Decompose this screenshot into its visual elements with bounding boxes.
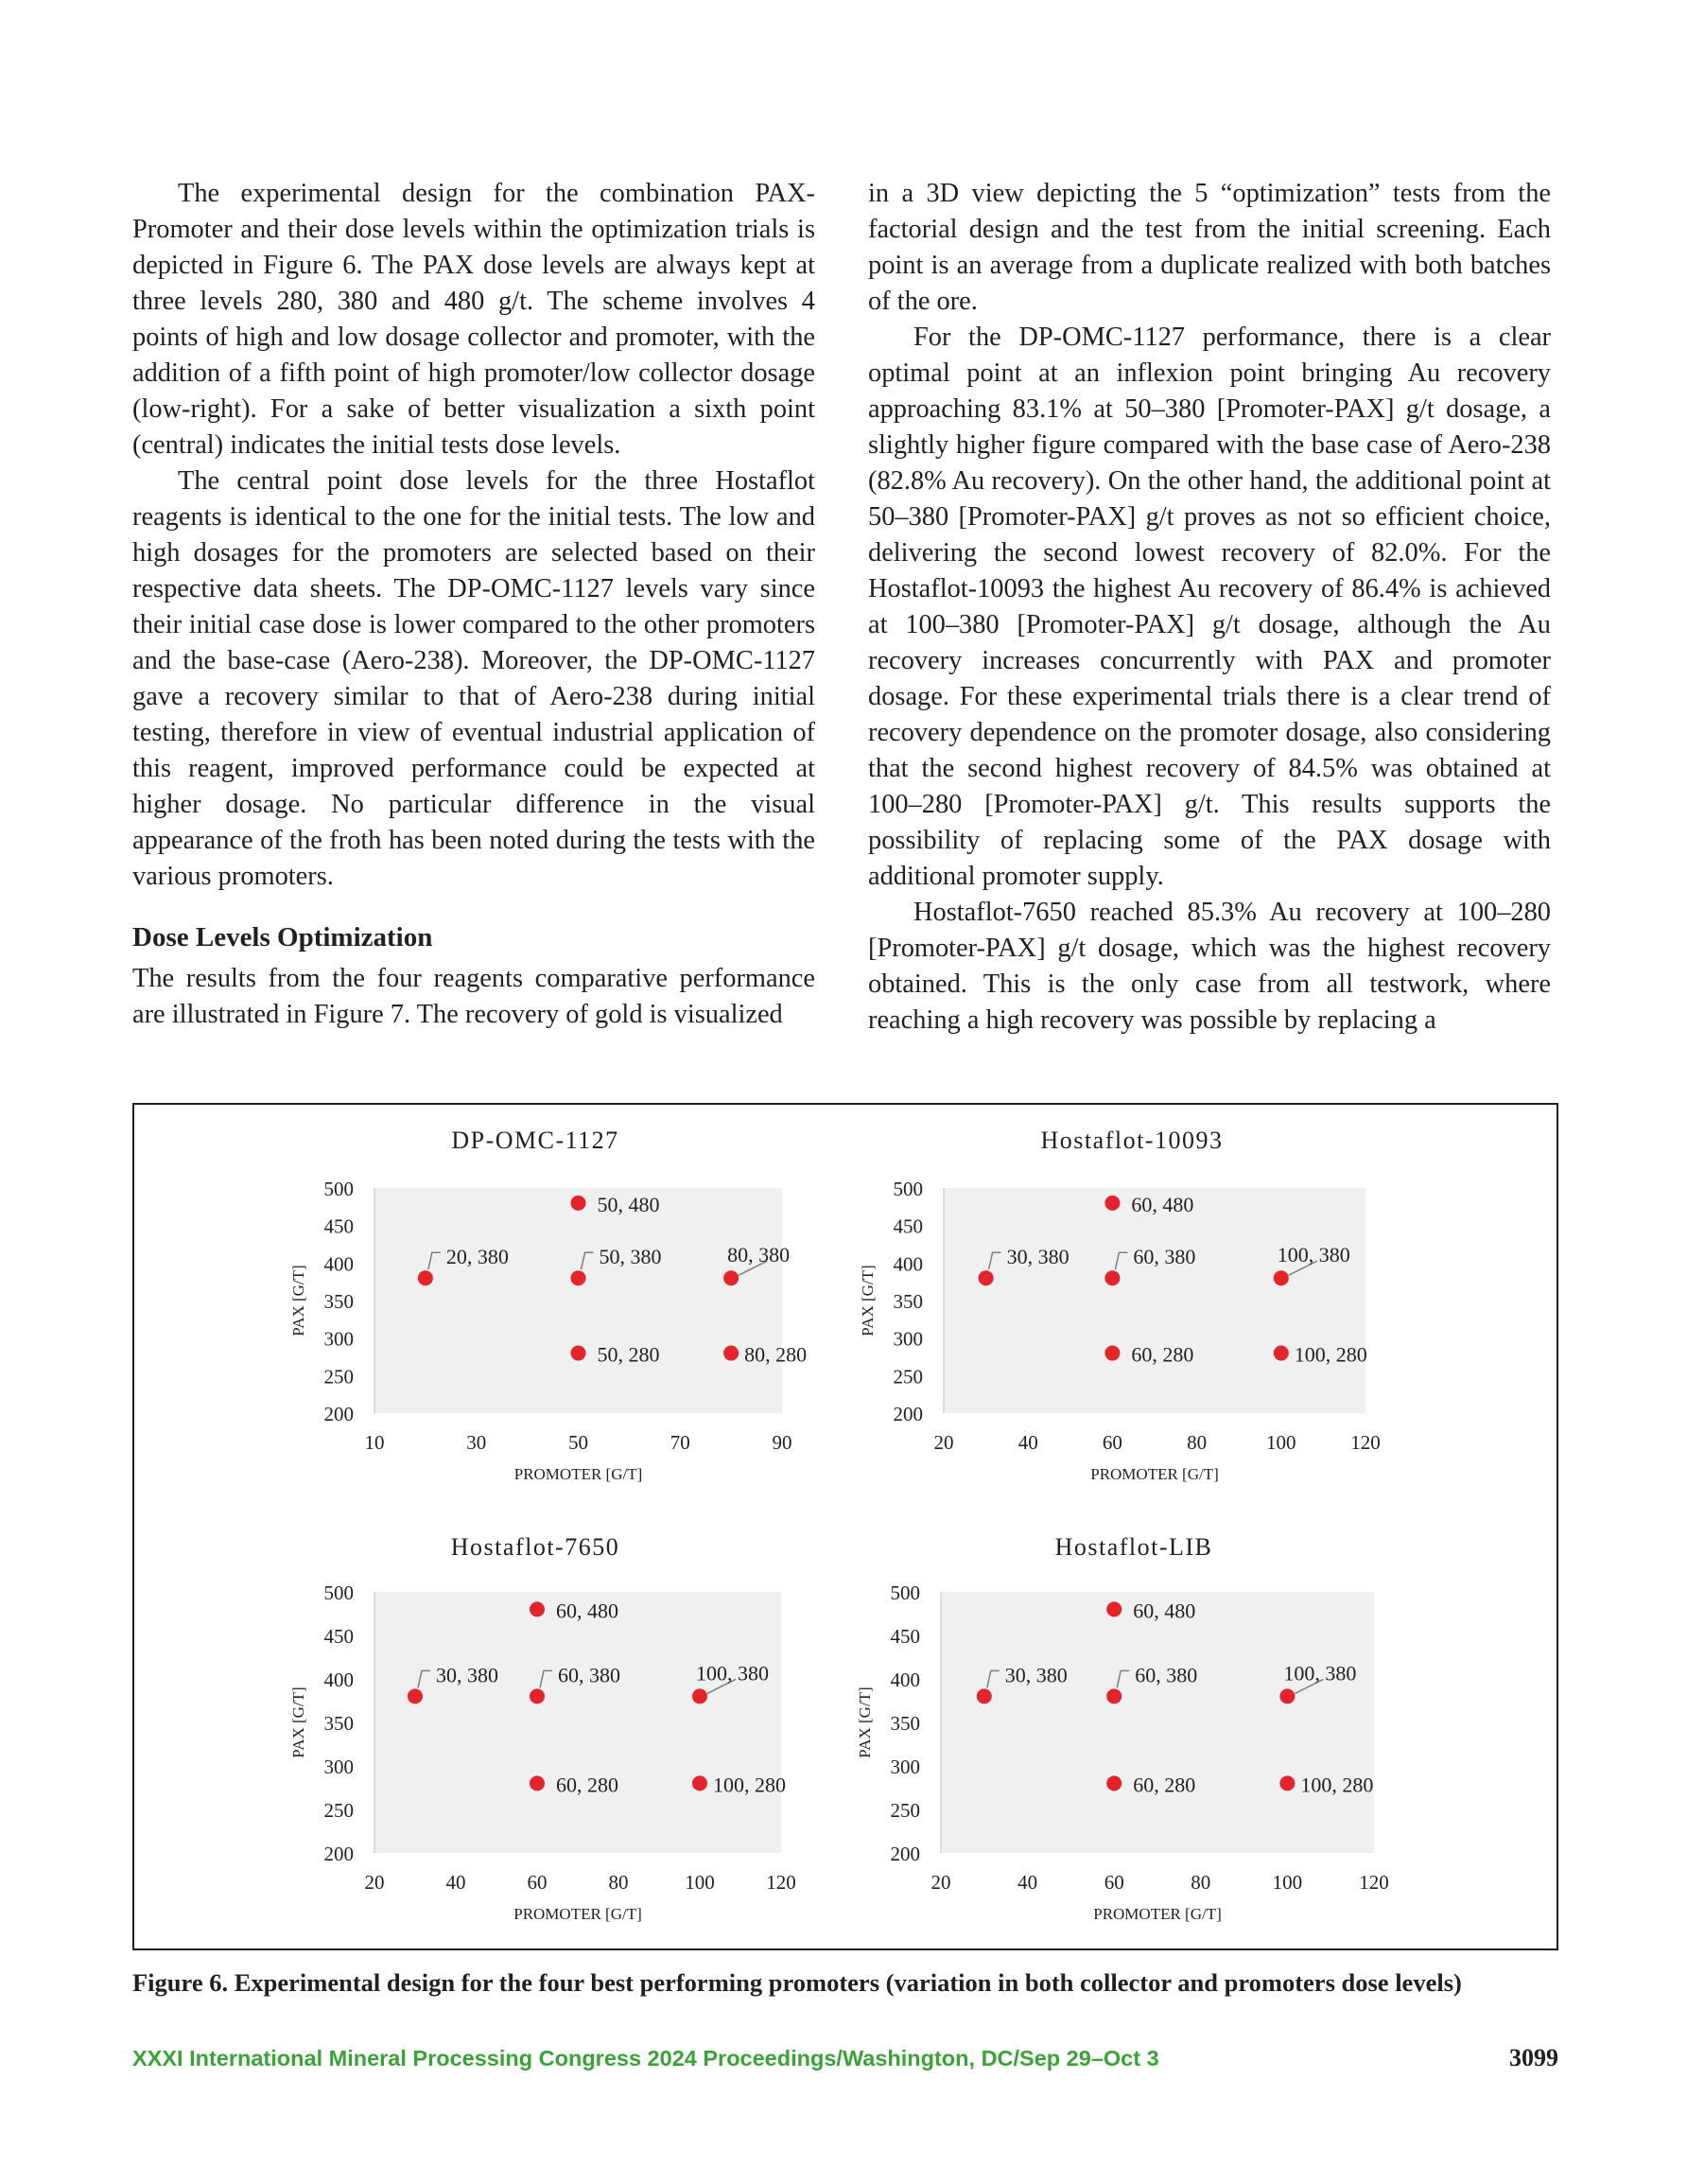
paragraph: The experimental design for the combination PAX-Promoter and their dose levels within the optimization trials is depicted in Figure 6. The PAX dose levels are always kept at three levels 280, 380 and 480 g/t. The scheme involves 4 points of high and low dosage collector and promoter, with the addition of a fifth point of high promoter/low collector dosage (low-right). For a sake of better visualization a sixth point (central) indicates the initial tests dose levels. [132, 179, 815, 460]
data-point [571, 1270, 586, 1285]
x-tick-label: 40 [1017, 1871, 1038, 1894]
data-label: 60, 280 [1131, 1342, 1194, 1367]
x-tick-label: 40 [1017, 1431, 1038, 1454]
y-tick-label: 350 [893, 1290, 923, 1313]
chart-panel [289, 1533, 796, 1923]
data-point [530, 1601, 545, 1616]
data-label: 30, 380 [436, 1663, 498, 1687]
data-point [1106, 1601, 1122, 1616]
data-point [1104, 1270, 1120, 1285]
y-tick-label: 250 [323, 1365, 354, 1389]
plot-area [374, 1592, 781, 1853]
data-label: 30, 380 [1004, 1663, 1068, 1687]
x-tick-label: 120 [1359, 1871, 1389, 1894]
section-heading: Dose Levels Optimization [132, 922, 433, 952]
data-point [723, 1346, 739, 1361]
data-label: 50, 480 [597, 1192, 660, 1216]
y-axis-label: PAX [G/T] [289, 1686, 307, 1758]
data-point [979, 1270, 994, 1285]
y-tick-label: 200 [890, 1843, 920, 1865]
data-point [692, 1775, 707, 1791]
data-point [723, 1270, 739, 1285]
y-tick-label: 350 [323, 1290, 354, 1313]
x-axis-label: PROMOTER [G/T] [1093, 1905, 1222, 1923]
data-point [1279, 1775, 1295, 1791]
data-label: 60, 280 [556, 1773, 618, 1797]
data-point [1104, 1196, 1120, 1211]
plot-area [944, 1188, 1365, 1413]
data-label: 60, 480 [556, 1599, 618, 1623]
y-tick-label: 400 [323, 1252, 354, 1276]
chart-title: Hostaflot-10093 [1040, 1127, 1224, 1154]
y-tick-label: 200 [323, 1843, 354, 1865]
y-tick-label: 450 [893, 1214, 923, 1238]
chart-title: Hostaflot-LIB [1054, 1533, 1213, 1561]
x-tick-label: 60 [527, 1871, 548, 1894]
y-tick-label: 250 [323, 1799, 354, 1822]
x-tick-label: 60 [1104, 1871, 1124, 1894]
data-label: 30, 380 [1006, 1245, 1070, 1269]
y-tick-label: 300 [893, 1327, 923, 1351]
data-label: 60, 480 [1131, 1192, 1194, 1216]
paragraph: The results from the four reagents comparative performance are illustrated in Figure 7. The recovery of gold is visualized [132, 964, 815, 1029]
x-tick-label: 120 [1350, 1431, 1381, 1454]
y-tick-label: 300 [323, 1327, 354, 1351]
chart-panel [289, 1127, 807, 1483]
data-point [408, 1688, 423, 1704]
paragraph: Hostaflot-7650 reached 85.3% Au recovery at 100–280 [Promoter-PAX] g/t dosage, which was the highest recovery obtained. This is the only case from all testwork, where reaching a high recovery was possible by replacing a [868, 898, 1551, 1035]
y-tick-label: 500 [890, 1581, 920, 1604]
figure-charts [134, 1105, 1557, 1948]
y-tick-label: 450 [890, 1625, 920, 1648]
data-point [530, 1775, 545, 1791]
x-tick-label: 60 [1102, 1431, 1122, 1454]
y-tick-label: 200 [323, 1403, 354, 1425]
data-label: 80, 380 [727, 1243, 791, 1267]
y-tick-label: 250 [890, 1799, 920, 1822]
x-tick-label: 100 [1266, 1431, 1296, 1454]
x-tick-label: 10 [364, 1431, 385, 1454]
data-label: 100, 280 [1300, 1773, 1374, 1797]
y-axis-label: PAX [G/T] [289, 1265, 307, 1337]
data-point [1279, 1688, 1295, 1704]
x-tick-label: 90 [772, 1431, 792, 1454]
figure-caption: Figure 6. Experimental design for the four best performing promoters (variation in both collector and promoters dose levels) [132, 1968, 1462, 1997]
data-point [571, 1196, 586, 1211]
data-label: 60, 280 [1133, 1773, 1196, 1797]
data-label: 80, 280 [744, 1342, 808, 1367]
data-label: 20, 380 [445, 1245, 509, 1269]
data-point [418, 1270, 433, 1285]
paragraph: The central point dose levels for the three Hostaflot reagents is identical to the one for the initial tests. The low and high dosages for the promoters are selected based on their respective data sheets. The DP-OMC-1127 levels vary since their initial case dose is lower compared to the other promoters and the base-case (Aero-238). Moreover, the DP-OMC-1127 gave a recovery similar to that of Aero-238 during initial testing, therefore in view of eventual industrial application of this reagent, improved performance could be expected at higher dosage. No particular difference in the visual appearance of the froth has been noted during the tests with the various promoters. [132, 466, 815, 891]
x-tick-label: 70 [670, 1431, 690, 1454]
y-tick-label: 450 [323, 1625, 354, 1648]
data-point [977, 1688, 992, 1704]
y-axis-label: PAX [G/T] [856, 1686, 874, 1758]
x-tick-label: 120 [766, 1871, 796, 1894]
right-column [868, 176, 1551, 1039]
data-point [530, 1688, 545, 1704]
data-label: 100, 380 [1283, 1661, 1357, 1686]
y-tick-label: 450 [323, 1214, 354, 1238]
data-label: 100, 380 [1277, 1243, 1350, 1267]
data-label: 100, 280 [1294, 1342, 1367, 1367]
x-tick-label: 20 [364, 1871, 385, 1894]
data-point [1274, 1346, 1289, 1361]
data-label: 100, 280 [713, 1773, 786, 1797]
y-tick-label: 300 [890, 1756, 920, 1778]
y-axis-label: PAX [G/T] [859, 1265, 877, 1337]
paragraph: in a 3D view depicting the 5 “optimization” tests from the factorial design and the test from the initial screening. Each point is an average from a duplicate realized with both batches of the ore. [868, 179, 1551, 316]
page-number: 3099 [1509, 2044, 1558, 2071]
y-tick-label: 350 [890, 1712, 920, 1735]
data-label: 50, 380 [599, 1245, 662, 1269]
y-tick-label: 500 [323, 1178, 354, 1200]
figure-6 [132, 1103, 1558, 1950]
data-point [1274, 1270, 1289, 1285]
y-tick-label: 400 [893, 1252, 923, 1276]
y-tick-label: 200 [893, 1403, 923, 1425]
chart-title: Hostaflot-7650 [450, 1533, 620, 1561]
x-axis-label: PROMOTER [G/T] [1090, 1465, 1219, 1483]
x-tick-label: 40 [445, 1871, 466, 1894]
data-label: 60, 480 [1133, 1599, 1196, 1623]
y-tick-label: 350 [323, 1712, 354, 1735]
x-tick-label: 20 [933, 1431, 954, 1454]
x-tick-label: 80 [1187, 1431, 1208, 1454]
paragraph: For the DP-OMC-1127 performance, there is a clear optimal point at an inflexion point bringing Au recovery approaching 83.1% at 50–380 [Promoter-PAX] g/t dosage, a slightly higher figure compared with the base case of Aero-238 (82.8% Au recovery). On the other hand, the additional point at 50–380 [Promoter-PAX] g/t proves as not so efficient choice, delivering the second lowest recovery of 82.0%. For the Hostaflot-10093 the highest Au recovery of 86.4% is achieved at 100–380 [Promoter-PAX] g/t dosage, although the Au recovery increases concurrently with PAX and promoter dosage. For these experimental trials there is a clear trend of recovery dependence on the promoter dosage, also considering that the second highest recovery of 84.5% was obtained at 100–280 [Promoter-PAX] g/t. This results supports the possibility of replacing some of the PAX dosage with additional promoter supply. [868, 323, 1551, 891]
data-point [1106, 1775, 1122, 1791]
y-tick-label: 300 [323, 1756, 354, 1778]
data-label: 60, 380 [558, 1663, 620, 1687]
y-tick-label: 500 [323, 1581, 354, 1604]
x-tick-label: 100 [1272, 1871, 1303, 1894]
y-tick-label: 400 [890, 1669, 920, 1691]
data-label: 50, 280 [597, 1342, 660, 1367]
data-point [1104, 1346, 1120, 1361]
chart-panel [859, 1127, 1381, 1483]
plot-area [941, 1592, 1374, 1853]
y-tick-label: 500 [893, 1178, 923, 1200]
x-tick-label: 30 [466, 1431, 487, 1454]
x-axis-label: PROMOTER [G/T] [513, 1465, 643, 1483]
chart-panel [856, 1533, 1389, 1923]
x-tick-label: 20 [930, 1871, 951, 1894]
data-label: 100, 380 [696, 1661, 769, 1686]
data-label: 60, 380 [1135, 1663, 1198, 1687]
footer-proceedings: XXXI International Mineral Processing Congress 2024 Proceedings/Washington, DC/Sep 29–Oct 3 [132, 2046, 1159, 2070]
x-tick-label: 100 [685, 1871, 715, 1894]
x-axis-label: PROMOTER [G/T] [513, 1905, 642, 1923]
data-point [571, 1346, 586, 1361]
x-tick-label: 50 [568, 1431, 588, 1454]
x-tick-label: 80 [608, 1871, 629, 1894]
left-column [132, 176, 815, 1033]
chart-title: DP-OMC-1127 [451, 1127, 619, 1154]
y-tick-label: 250 [893, 1365, 923, 1389]
x-tick-label: 80 [1191, 1871, 1211, 1894]
data-point [692, 1688, 707, 1704]
data-label: 60, 380 [1133, 1245, 1196, 1269]
data-point [1106, 1688, 1122, 1704]
y-tick-label: 400 [323, 1669, 354, 1691]
plot-area [374, 1188, 782, 1413]
